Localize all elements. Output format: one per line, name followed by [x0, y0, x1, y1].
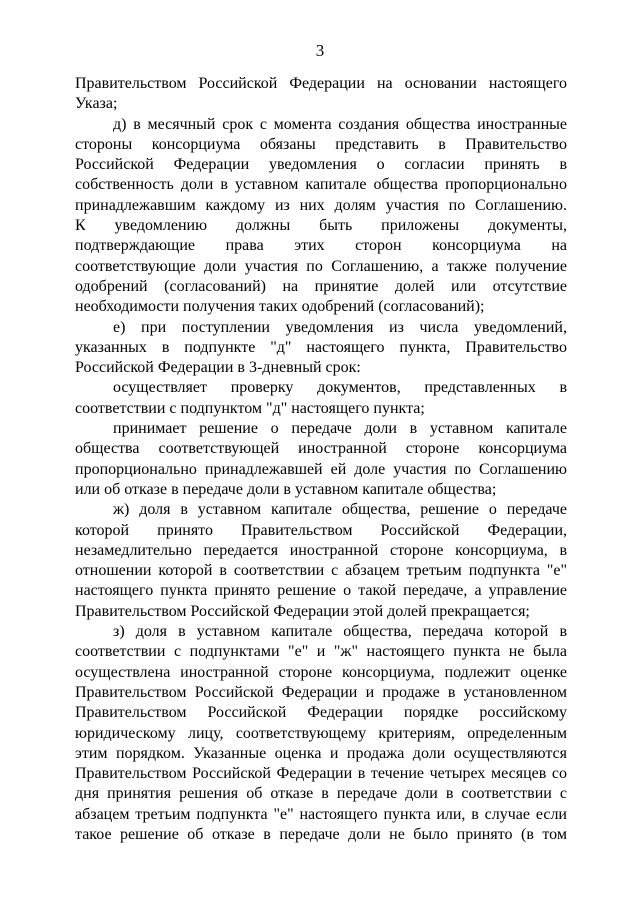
text-line: принадлежавшим каждому из них долям участия по Соглашению. [75, 196, 567, 214]
text-line: соответствии с подпунктом "д" настоящего пункта; [75, 399, 425, 417]
text-line: е) при поступлении уведомления из числа уведомлений, [113, 318, 567, 336]
text-line: стороны консорциума обязаны представить в Правительство [75, 135, 567, 153]
text-line: настоящего пункта принято решение о такой передаче, а управление [75, 582, 567, 600]
page-number: 3 [315, 41, 325, 60]
text-line: подтверждающие права этих сторон консорциума на [75, 237, 567, 255]
text-line: которой принято Правительством Российской Федерации, [75, 521, 567, 539]
text-line: указанных в подпункте "д" настоящего пункта, Правительство [75, 338, 567, 356]
text-line: Правительством Российской Федерации этой долей прекращается; [75, 602, 530, 620]
text-line: одобрений (согласований) на принятие долей или отсутствие [75, 277, 567, 295]
text-line: собственность доли в уставном капитале общества пропорционально [75, 176, 567, 194]
text-line: абзацем третьим подпункта "е" настоящего пункта или, в случае если [75, 805, 567, 823]
text-line: соответствующие доли участия по Соглашению, а также получение [75, 257, 567, 275]
text-line: соответствии с подпунктами "е" и "ж" настоящего пункта не была [75, 643, 567, 661]
text-line: общества соответствующей иностранной стороне консорциума [75, 440, 567, 458]
text-line: или об отказе в передаче доли в уставном капитале общества; [75, 480, 497, 498]
text-line: этим порядком. Указанные оценка и продажа доли осуществляются [75, 744, 567, 762]
text-line: юридическому лицу, соответствующему критериям, определенным [75, 724, 567, 742]
text-line: осуществлена иностранной стороне консорциума, подлежит оценке [75, 663, 567, 681]
text-line: принимает решение о передаче доли в уставном капитале [113, 420, 567, 438]
text-line: д) в месячный срок с момента создания общества иностранные [113, 115, 567, 133]
text-line: необходимости получения таких одобрений (согласований); [75, 298, 485, 316]
text-line: Российской Федерации уведомления о согласии принять в [75, 156, 567, 174]
text-line: Российской Федерации в 3-дневный срок: [75, 359, 361, 377]
text-line: Правительством Российской Федерации и продаже в установленном [75, 683, 567, 701]
text-line: Правительством Российской Федерации в течение четырех месяцев со [75, 765, 567, 783]
text-line: ж) доля в уставном капитале общества, решение о передаче [113, 501, 567, 519]
text-line: такое решение об отказе в передаче доли не было принято (в том [75, 825, 567, 843]
text-line: з) доля в уставном капитале общества, передача которой в [113, 623, 567, 641]
text-line: Правительством Российской Федерации на основании настоящего [75, 75, 567, 92]
document-body [75, 74, 567, 845]
text-line: пропорционально принадлежавшей ей доле участия по Соглашению [75, 460, 567, 478]
text-line: Указа; [75, 95, 118, 113]
text-line: незамедлительно передается иностранной стороне консорциума, в [75, 541, 567, 559]
text-line: дня принятия решения об отказе в передаче доли в соответствии с [75, 785, 567, 803]
text-line: К уведомлению должны быть приложены документы, [75, 217, 567, 235]
text-line: осуществляет проверку документов, представленных в [113, 379, 567, 397]
text-line: Правительством Российской Федерации порядке российскому [75, 704, 567, 722]
text-line: отношении которой в соответствии с абзацем третьим подпункта "е" [75, 562, 567, 580]
